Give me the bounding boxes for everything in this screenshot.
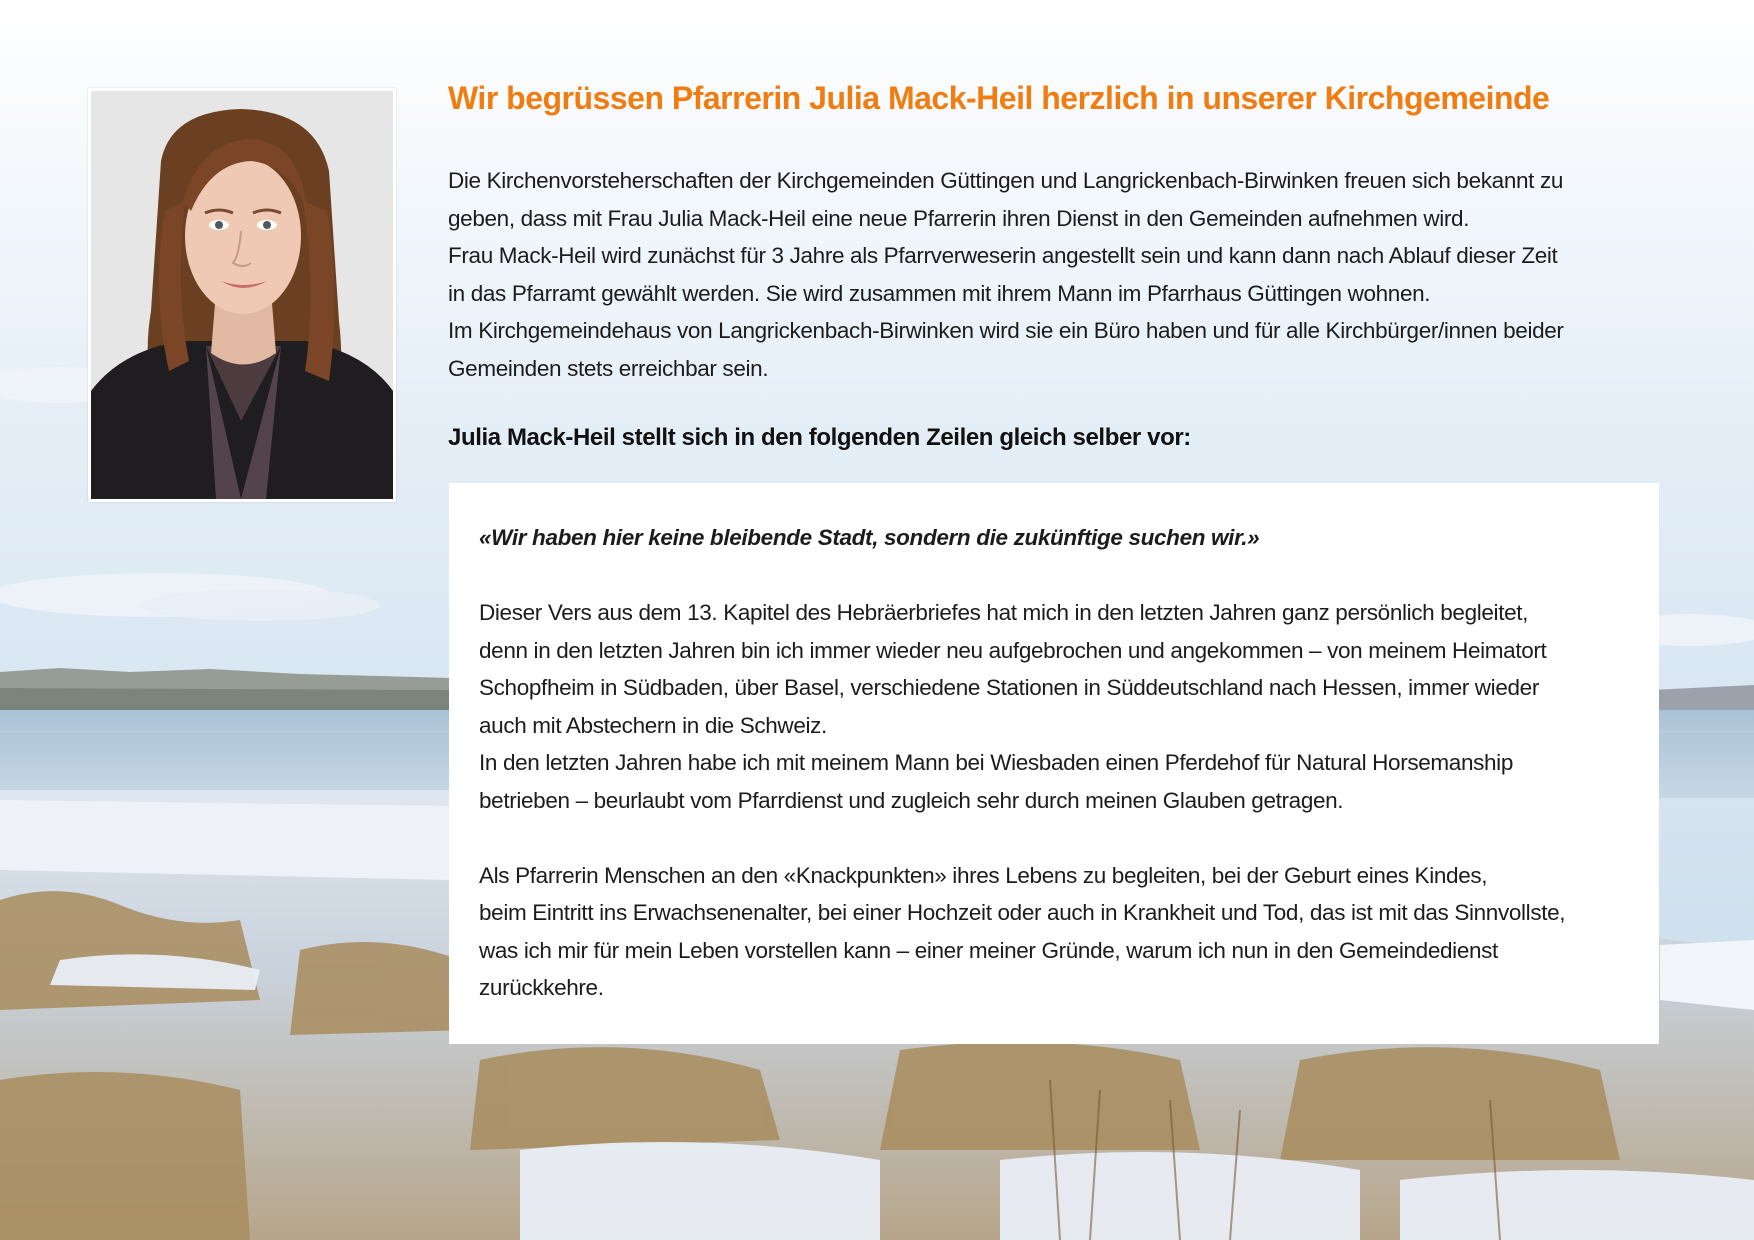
paragraph-1-line: auch mit Abstechern in die Schweiz. <box>479 712 827 738</box>
paragraph-2-line: was ich mir für mein Leben vorstellen kann – einer meiner Gründe, warum ich nun in den Gemeindedienst <box>479 937 1498 963</box>
intro-line: Gemeinden stets erreichbar sein. <box>448 355 769 381</box>
paragraph-spacer <box>479 557 1629 595</box>
intro-text <box>448 162 1710 387</box>
paragraph-1-line: Schopfheim in Südbaden, über Basel, verschiedene Stationen in Süddeutschland nach Hessen, immer wieder <box>479 675 1539 700</box>
self-introduction-box <box>449 483 1659 1044</box>
intro-line: Frau Mack-Heil wird zunächst für 3 Jahre als Pfarrverweserin angestellt sein und kann dann nach Ablauf dieser Zeit <box>448 243 1558 268</box>
paragraph-2-line: zurückkehre. <box>479 975 604 1000</box>
paragraph-1-line: denn in den letzten Jahren bin ich immer wieder neu aufgebrochen und angekommen – von meinem Heimatort <box>479 637 1547 663</box>
paragraph-spacer <box>479 819 1629 857</box>
paragraph-1-line: betrieben – beurlaubt vom Pfarrdienst und zugleich sehr durch meinen Glauben getragen. <box>479 787 1344 813</box>
intro-line: in das Pfarramt gewählt werden. Sie wird zusammen mit ihrem Mann im Pfarrhaus Güttingen wohnen. <box>448 280 1431 306</box>
portrait-image <box>91 91 393 499</box>
intro-line: Im Kirchgemeindehaus von Langrickenbach-Birwinken wird sie ein Büro haben und für alle Kirchbürger/innen beider <box>448 318 1564 343</box>
paragraph-2-line: beim Eintritt ins Erwachsenenalter, bei einer Hochzeit oder auch in Krankheit und Tod, das ist mit das Sinnvollste, <box>479 900 1566 925</box>
intro-line: Die Kirchenvorsteherschaften der Kirchgemeinden Güttingen und Langrickenbach-Birwinken freuen sich bekannt zu <box>448 168 1564 193</box>
paragraph-2-line: Als Pfarrerin Menschen an den «Knackpunkten» ihres Lebens zu begleiten, bei der Geburt eines Kindes, <box>479 862 1488 888</box>
intro-line: geben, dass mit Frau Julia Mack-Heil eine neue Pfarrerin ihren Dienst in den Gemeinden aufnehmen wird. <box>448 205 1470 231</box>
paragraph-1-line: In den letzten Jahren habe ich mit meinem Mann bei Wiesbaden einen Pferdehof für Natural Horsemanship <box>479 750 1513 775</box>
portrait-photo <box>88 88 396 502</box>
bible-verse: «Wir haben hier keine bleibende Stadt, sondern die zukünftige suchen wir.» <box>479 525 1260 550</box>
headline: Wir begrüssen Pfarrerin Julia Mack-Heil herzlich in unserer Kirchgemeinde <box>448 80 1550 116</box>
paragraph-1-line: Dieser Vers aus dem 13. Kapitel des Hebräerbriefes hat mich in den letzten Jahren ganz persönlich begleitet, <box>479 600 1529 625</box>
subheading: Julia Mack-Heil stellt sich in den folgenden Zeilen gleich selber vor: <box>448 424 1191 451</box>
